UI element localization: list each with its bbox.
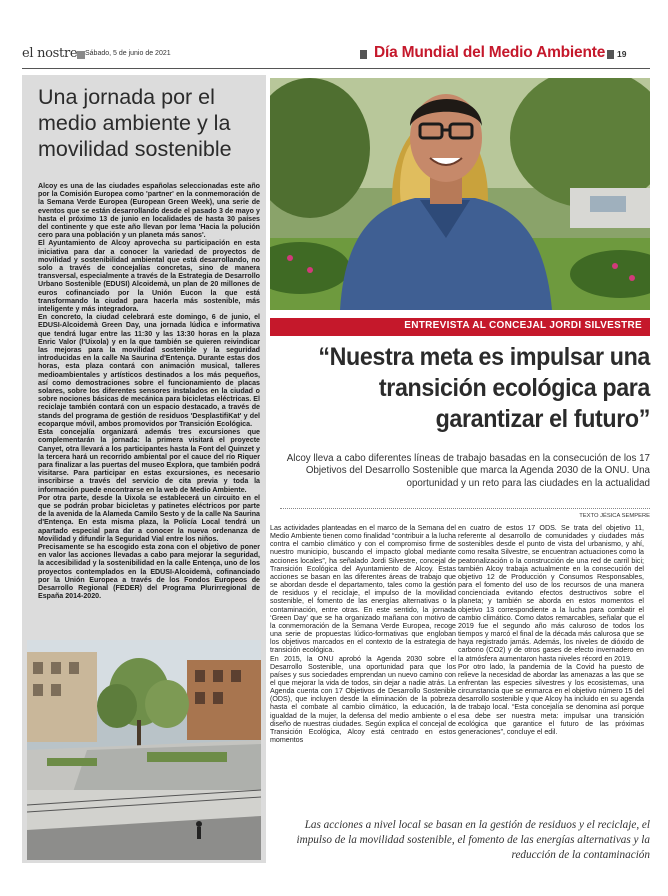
issue-date: Sábado, 5 de junio de 2021	[85, 50, 171, 57]
interview-banner	[270, 318, 650, 336]
sidebar-paragraph: Esta concejalía organizará además tres excursiones que complementarán la jornada: la primera visitará el proyecte Canyet, otra llevará a los participantes hasta la Font del Quinzet y la tercera hará un recorrido ambiental por el cauce del río Riquer para finalizar a las puertas del museo Explora, que también podrá visitarse. Para participar en estas excursiones, es necesario inscribirse a través del servicio de cita previa y toda la información puede encontrarse en la web de Medio Ambiente.	[38, 428, 260, 494]
pull-quote: Las acciones a nivel local se basan en la gestión de residuos y el reciclaje, el impulso de la movilidad sostenible, el fomento de las energías alternativas y la reducción de la contaminación	[296, 819, 650, 861]
interviewee-portrait-photo	[270, 78, 650, 310]
sidebar-paragraph: Precisamente se ha escogido esta zona con el objetivo de poner en valor las acciones llevadas a cabo para mejorar la seguridad, la accesibilidad y la sostenibilidad en la calle Entença, uno de los proyectos contemplados en la EDUSI-Alcoidemà, cofinanciado por la Unión Europea a través de los Fondos Europeos de Desarrollo Regional (FEDER) del Programa Plurirregional de España 2014-2020.	[38, 542, 260, 601]
page-header	[22, 46, 650, 68]
sidebar-paragraph: El Ayuntamiento de Alcoy aprovecha su participación en esta iniciativa para dar a conocer la variedad de proyectos de movilidad y sostenibilidad ambiental que está desarrollando, no solo a través de concejalías concretas, sino de manera transversal, especialmente a través de la Estrategia de Desarrollo Urbano Sostenible (EDUSI) Alcoidemà, un plan de 20 millones de euros cofinanciado por la Unión Eucon la que está transformando la ciudad para hacerla más sostenible, más inteligente y más integradora.	[38, 239, 260, 314]
interview-paragraph: en cuatro de estos 17 ODS. Se trata del objetivo 11, referente al desarrollo de comunidades y ciudades más sostenibles desde el punto de vista del urbanismo, y ahí, como resalta Silvestre, se encuentran actuaciones como la peatonalización o la construcción de una red de carril bici; también Alcoy trabaja actualmente en la consecución del objetivo 12 de Producción y Consumos Responsables, para el fomento del uso de los recursos de una manera concienciada evitando efectos destructivos sobre el planeta; y también se aborda en estos momentos el objetivo 13 correspondiente a la lucha para combatir el cambio climático. Como datos remarcables, señalar que el 2019 fue el segundo año más caluroso de todos los tiempos y marcó el final de la década más calurosa que se haya registrado jamás. Además, los niveles de dióxido de carbono (CO2) y de otros gases de efecto invernadero en la atmósfera aumentaron hasta niveles récord en 2019.	[458, 524, 644, 663]
interview-paragraph: En 2015, la ONU aprobó la Agenda 2030 sobre el Desarrollo Sostenible, una oportunidad para que los países y sus sociedades emprendan un nuevo camino con el que mejorar la vida de todos, sin dejar a nadie atrás. La Agenda cuenta con 17 Objetivos de Desarrollo Sostenible (ODS), que incluyen desde la eliminación de la pobreza hasta el combate al cambio climático, la educación, la igualdad de la mujer, la defensa del medio ambiente o el diseño de nuestras ciudades. Según explica el concejal de Transición Ecológica, Alcoy está centrado en estos momentos	[270, 654, 456, 745]
author-credit: TEXTO JÉSICA SEMPERE	[579, 513, 650, 519]
sidebar-paragraph: Por otra parte, desde la Uixola se establecerá un circuito en el que se podrán probar bicicletas y patinetes eléctricos por parte de la avenida de la Alameda Camilo Sesto y de la calle Na Saurina d'Entença. En esta misma plaza, la Policía Local tendrá un apartado especial para dar a conocer la nueva ordenanza de Movilidad y difundir la Seguridad Vial entre los niños.	[38, 493, 260, 543]
section-title: Día Mundial del Medio Ambiente	[374, 44, 606, 61]
header-square-icon	[77, 51, 85, 59]
sidebar-paragraph: Alcoy es una de las ciudades españolas seleccionadas este año por la Comisión Europea como 'partner' en la conmemoración de la Semana Verde Europea (European Green Week), una serie de eventos que se están desarrollando desde el pasado 3 de mayo y hasta el próximo 13 de junio en localidades de hasta 30 países del continente y que este año llevan por lema 'Hacia la polución cero para una población y un planeta más sanos'.	[38, 182, 260, 240]
page-number: 19	[617, 49, 627, 59]
interview-headline: “Nuestra meta es impulsar una transición ecológica para garantizar el futuro”	[318, 343, 650, 433]
interview-column-right	[458, 524, 644, 736]
interview-paragraph: Por otro lado, la pandemia de la Covid ha puesto de relieve la necesidad de abordar las amenazas a las que se enfrentan las especies silvestres y los ecosistemas, una circunstancia que se enmarca en el objetivo número 15 del desarrollo sostenible y que Alcoy ha incluido en su agenda de trabajo local. “Esta concejalía se denomina así porque esa debe ser nuestra meta: impulsar una transición ecológica que garantice el futuro de las próximas generaciones”, concluye el edil.	[458, 662, 644, 736]
interview-column-left	[270, 524, 456, 744]
page-marker-icon	[607, 50, 614, 59]
header-divider	[22, 68, 650, 69]
sidebar-paragraph: En concreto, la ciudad celebrará este domingo, 6 de junio, el EDUSI-Alcoidemà Green Day, una jornada lúdica e informativa que tendrá lugar entre las 11:30 y las 13:30 horas en la plaza Enric Valor (l'Uixola) y en la que también se quieren reivindicar las mejoras para la movilidad sostenible y la seguridad introducidas en la calle Na Saurina d'Entença. Durante estas dos horas, esta plaza contará con animación musical, talleres medioambientales y artísticos destinados a los más pequeños, así como demostraciones sobre el funcionamiento de placas solares, sobre los diferentes sensores instalados en la ciudad o sobre nociones básicas de mecánica para bicicletas eléctricas. El reciclaje también contará con un espacio destacado, a través de stands del programa de gestión de residuos 'DesplastifiKat' y del ecoparque móvil, ambos promovidos por Transición Ecológica.	[38, 313, 260, 428]
interview-subtitle: Alcoy lleva a cabo diferentes líneas de trabajo basadas en la consecución de los 17 Objetivos del Desarrollo Sostenible que marca la Agenda 2030 de la ONU. Una oportunidad y un reto para las ciudades en la actualidad	[286, 453, 650, 489]
interview-paragraph: Las actividades planteadas en el marco de la Semana del Medio Ambiente tienen como finalidad “contribuir a la lucha contra el cambio climático y con el compromiso firme de nuestro municipio, buscando el impacto global mediante acciones locales”, ha señalado Jordi Silvestre, concejal de Transición Ecológica del Ayuntamiento de Alcoy. Estas acciones se basan en las diferentes áreas de trabajo que se abordan desde el departamento, tales como la gestión de residuos y el reciclaje, el impulso de la movilidad sostenible, el fomento de las energías alternativas o la contaminación, entre otras. En este sentido, la jornada ‘Green Day’ que se ha organizado mañana con motivo de la conmemoración de la Semana Verde Europea, recoge una serie de propuestas lúdico-formativas que engloban los objetivos marcados en el contexto de la estrategia de transición ecológica.	[270, 524, 456, 655]
sidebar-title: Una jornada por el medio ambiente y la movilidad sostenible	[38, 85, 232, 161]
credit-divider	[280, 508, 650, 509]
plaza-photo	[27, 640, 261, 860]
newspaper-logo: el nostre	[22, 46, 78, 61]
sidebar-article-body	[38, 182, 260, 600]
plaza-illustration	[27, 640, 261, 860]
portrait-illustration	[270, 78, 650, 310]
section-marker-icon	[360, 50, 367, 59]
interview-banner-label: ENTREVISTA AL CONCEJAL JORDI SILVESTRE	[404, 320, 642, 331]
